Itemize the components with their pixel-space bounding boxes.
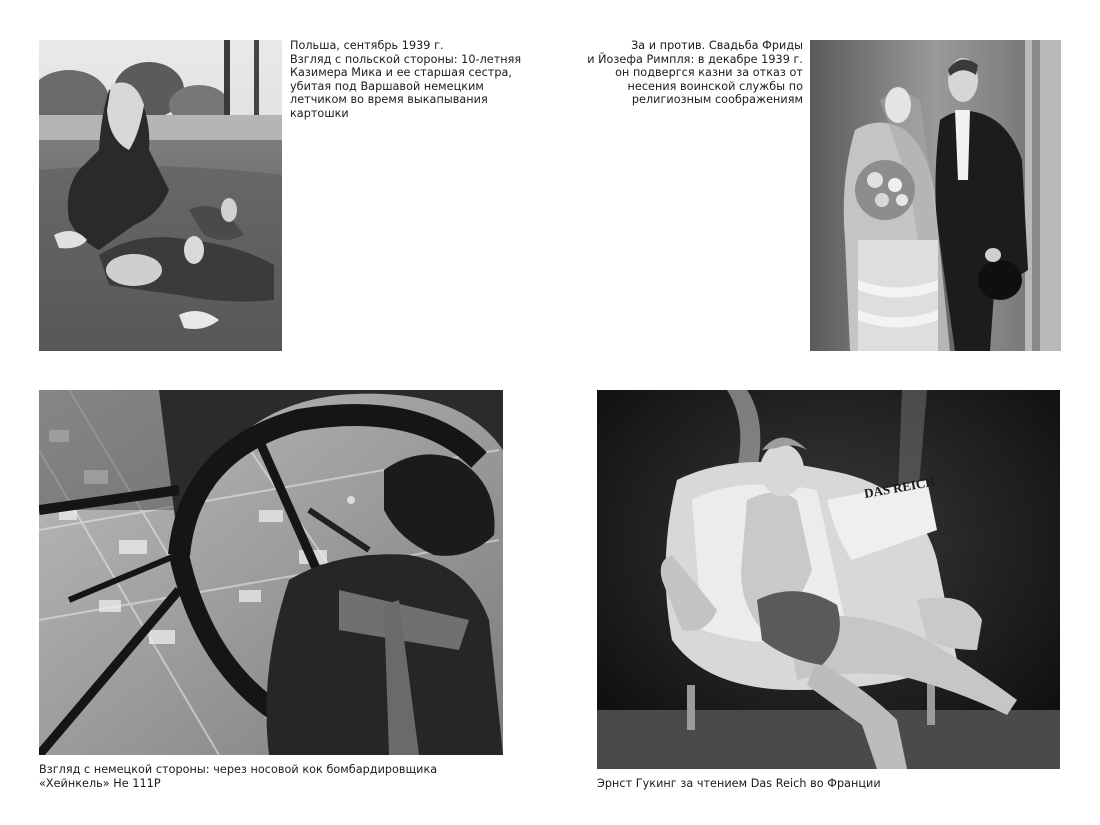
caption-line: и Йозефа Римпля: в декабре 1939 г. [587, 52, 803, 66]
caption-line: Казимера Мика и ее старшая сестра, [290, 66, 513, 80]
photo-wedding-image [810, 40, 1061, 351]
caption-line: Польша, сентябрь 1939 г. [290, 39, 444, 52]
caption-line: убитая под Варшавой немецким [290, 79, 484, 93]
caption-line: «Хейнкель» Не 111Р [39, 776, 161, 790]
caption-girl-field [290, 39, 530, 121]
caption-reader [597, 777, 1057, 791]
caption-line: он подвергся казни за отказ от [615, 66, 803, 80]
caption-wedding [560, 39, 803, 107]
caption-line: За и против. Свадьба Фриды [631, 39, 803, 52]
caption-line: Взгляд с польской стороны: 10-летняя [290, 52, 522, 66]
photo-girl-field [39, 40, 282, 351]
photo-reader-image [597, 390, 1060, 769]
photo-bomber [39, 390, 503, 755]
caption-line: религиозным соображениям [631, 93, 803, 107]
photo-girl-field-image [39, 40, 282, 351]
caption-line: Взгляд с немецкой стороны: через носовой кок бомбардировщика [39, 763, 438, 776]
caption-line: картошки [290, 106, 349, 120]
caption-line: Эрнст Гукинг за чтением Das Reich во Франции [597, 777, 881, 790]
newspaper-title: DAS REICH [862, 473, 937, 501]
photo-bomber-image [39, 390, 503, 755]
caption-line: летчиком во время выкапывания [290, 93, 488, 107]
photo-wedding [810, 40, 1061, 351]
photo-reader [597, 390, 1060, 769]
caption-line: несения воинской службы по [627, 79, 803, 93]
caption-bomber [39, 763, 509, 790]
